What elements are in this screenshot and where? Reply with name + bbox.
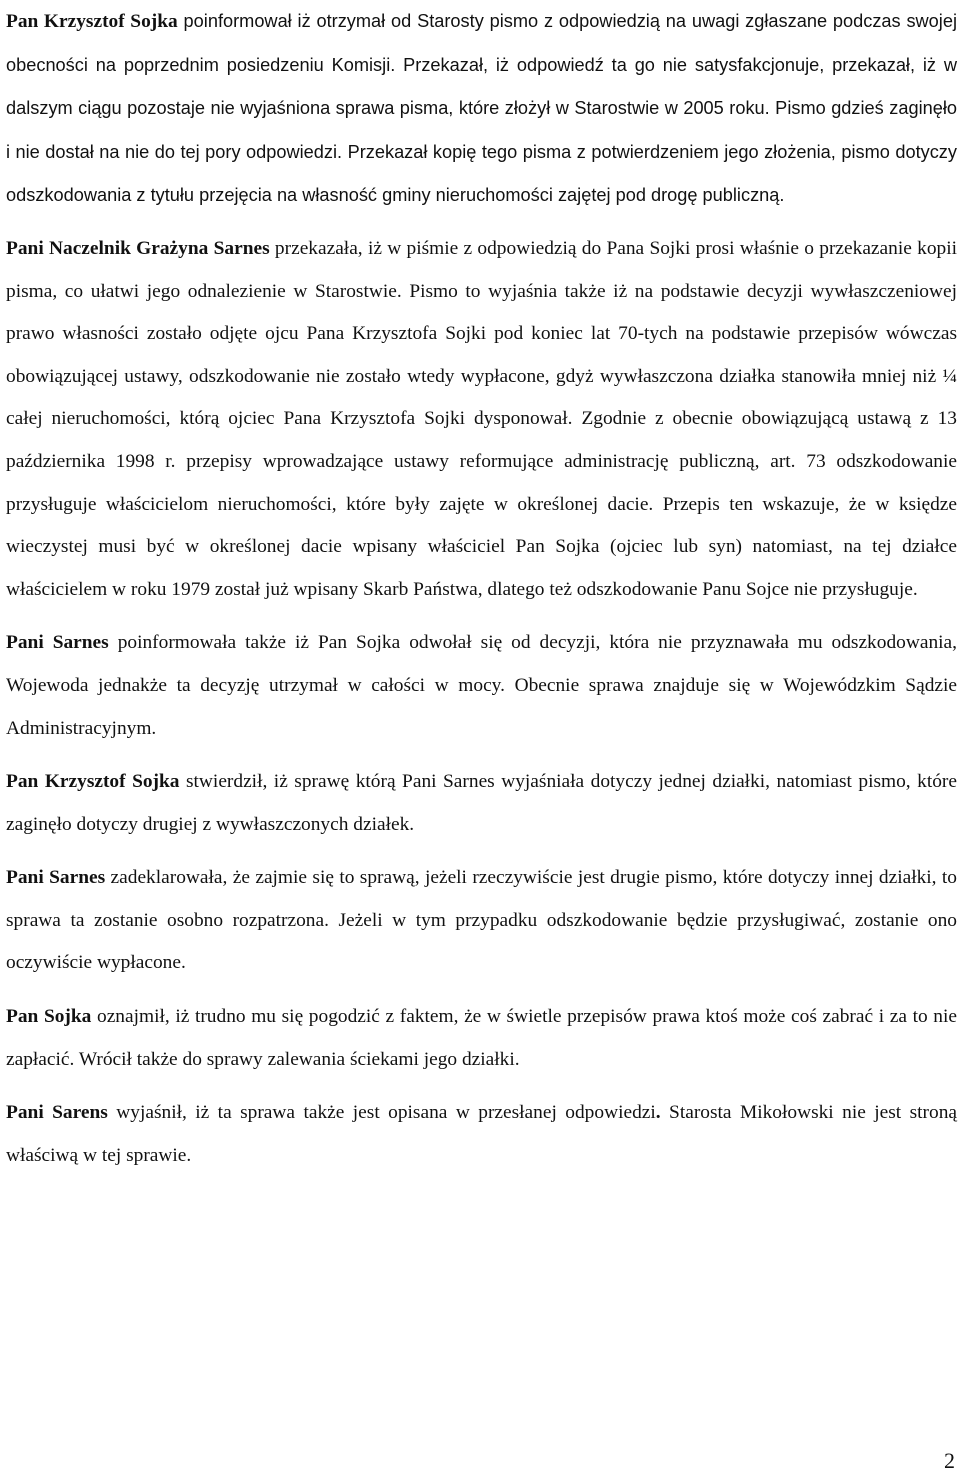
speaker-name: Pani Sarnes [6, 632, 109, 654]
paragraph-sarnes-explanation [6, 228, 957, 611]
paragraph-text: poinformował iż otrzymał od Starosty pismo z odpowiedzią na uwagi zgłaszane podczas swojej obecności na poprzednim posiedzeniu Komisji. Przekazał, iż odpowiedź ta go nie satysfakcjonuje, przekazał, iż w dalszym ciągu pozostaje nie wyjaśniona sprawa pisma, które złożył w Starostwie w 2005 roku. Pismo gdzieś zaginęło i nie dostał na nie do tej pory odpowiedzi. Przekazał kopię tego pisma z potwierdzeniem jego złożenia, pismo dotyczy odszkodowania z tytułu przejęcia na własność gminy nieruchomości zajętej pod drogę publiczną. [6, 11, 957, 206]
paragraph-text: przekazała, iż w piśmie z odpowiedzią do Pana Sojki prosi właśnie o przekazanie kopii pisma, co ułatwi jego odnalezienie w Starostwie. Pismo to wyjaśnia także iż na podstawie decyzji wywłaszczeniowej prawo własności zostało odjęte ojcu Pana Krzysztofa Sojki pod koniec lat 70-tych na podstawie przepisów wówczas obowiązującej ustawy, odszkodowanie nie zostało wtedy wypłacone, gdyż wywłaszczona działka stanowiła mniej niż ¼ całej nieruchomości, którą ojciec Pana Krzysztofa Sojki dysponował. Zgodnie z obecnie obowiązującą ustawą z 13 października 1998 r. przepisy wprowadzające ustawy reformujące administrację publiczną, art. 73 odszkodowanie przysługuje właścicielom nieruchomości, które były zajęte w określonej dacie. Przepis ten wskazuje, że w księdze wieczystej musi być w określonej dacie wpisany właściciel Pan Sojka (ojciec lub syn) natomiast, na tej działce właścicielem w roku 1979 został już wpisany Skarb Państwa, dlatego też odszkodowanie Panu Sojce nie przysługuje. [6, 237, 957, 600]
paragraph-sojka-letter [6, 0, 957, 218]
speaker-name: Pan Krzysztof Sojka [6, 11, 178, 32]
paragraph-text-bold-period: . [655, 1102, 661, 1124]
paragraph-text: wyjaśnił, iż ta sprawa także jest opisana w przesłanej odpowiedzi [107, 1102, 656, 1124]
paragraph-sarnes-appeal [6, 622, 957, 750]
paragraph-sarnes-declaration [6, 857, 957, 985]
speaker-name: Pani Sarens [6, 1102, 108, 1124]
speaker-name: Pani Sarnes [6, 867, 106, 889]
paragraph-text: poinformowała także iż Pan Sojka odwołał się od decyzji, która nie przyznawała mu odszkodowania, Wojewoda jednakże ta decyzję utrzymał w całości w mocy. Obecnie sprawa znajduje się w Wojewódzkim Sądzie Administracyjnym. [6, 632, 957, 739]
paragraph-sojka-statement [6, 996, 957, 1081]
paragraph-text: oznajmił, iż trudno mu się pogodzić z faktem, że w świetle przepisów prawa ktoś może coś zabrać i za to nie zapłacić. Wrócił także do sprawy zalewania ściekami jego działki. [6, 1006, 957, 1070]
paragraph-sojka-second-plot [6, 761, 957, 846]
document-page [6, 0, 957, 1177]
paragraph-sarens-explanation [6, 1092, 957, 1177]
speaker-name: Pan Krzysztof Sojka [6, 771, 180, 793]
speaker-name: Pani Naczelnik Grażyna Sarnes [6, 237, 270, 259]
paragraph-text: stwierdził, iż sprawę którą Pani Sarnes wyjaśniała dotyczy jednej działki, natomiast pismo, które zaginęło dotyczy drugiej z wywłaszczonych działek. [6, 771, 957, 835]
page-number: 2 [944, 1448, 955, 1473]
paragraph-text: Starosta Mikołowski nie jest stroną właściwą w tej sprawie. [6, 1102, 958, 1166]
paragraph-text: zadeklarowała, że zajmie się to sprawą, jeżeli rzeczywiście jest drugie pismo, które dotyczy innej działki, to sprawa ta zostanie osobno rozpatrzona. Jeżeli w tym przypadku odszkodowanie będzie przysługiwać, zostanie ono oczywiście wypłacone. [6, 867, 957, 974]
speaker-name: Pan Sojka [6, 1006, 92, 1028]
